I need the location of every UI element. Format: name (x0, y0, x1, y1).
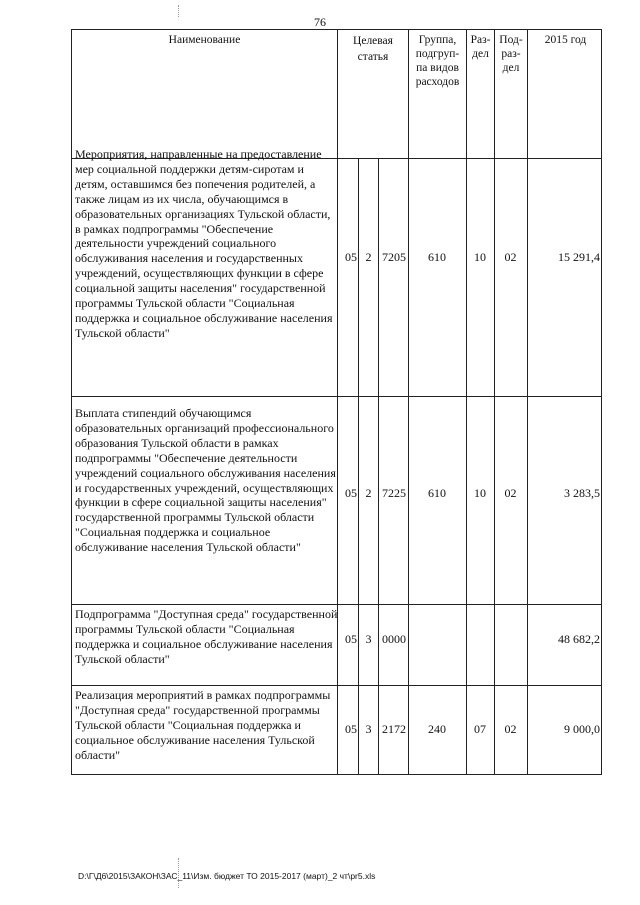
row-amount: 48 682,2 (558, 632, 600, 646)
row-subsection: 02 (504, 722, 517, 736)
col-divider-subsection (527, 30, 528, 774)
row-code-subprogram: 3 (365, 632, 372, 646)
row-section: 10 (474, 486, 486, 500)
row-code-subprogram: 3 (365, 722, 372, 736)
header-target: Целевая статья (353, 35, 393, 63)
header-subsection: Под- раз- дел (499, 34, 523, 74)
row-code-direction: 7205 (382, 250, 406, 264)
row-code-direction: 7225 (382, 486, 406, 500)
row-subsection: 02 (504, 486, 517, 500)
col-divider-target (408, 30, 409, 774)
row-section: 10 (474, 250, 486, 264)
col-divider-group (466, 30, 467, 774)
row-separator-2 (72, 604, 601, 605)
header-year: 2015 год (544, 34, 587, 46)
row-code-program: 05 (345, 722, 357, 736)
row-amount: 9 000,0 (564, 722, 600, 736)
header-group: Группа, подгруп- па видов расходов (415, 34, 460, 88)
row-code-direction: 2172 (382, 722, 406, 736)
row-name: Реализация мероприятий в рамках подпрограммы "Доступная среда" государственной программы Тульской области "Социальная поддержка и социальное обслуживание населения Тульской области" (75, 688, 331, 762)
row-separator-3 (72, 685, 601, 686)
row-code-subprogram: 2 (365, 486, 372, 500)
row-code-subprogram: 2 (365, 250, 372, 264)
header-section: Раз- дел (470, 34, 491, 60)
row-separator-1 (72, 396, 601, 397)
page-number: 76 (314, 15, 326, 29)
budget-table (71, 29, 602, 775)
row-amount: 15 291,4 (558, 250, 600, 264)
row-name: Подпрограмма "Доступная среда" государственной программы Тульской области "Социальная поддержка и социальное обслуживание населения Тульской области" (75, 607, 338, 666)
row-expense-group: 610 (428, 486, 446, 500)
row-code-program: 05 (345, 250, 357, 264)
file-path-footer: D:\Г\Д6\2015\ЗАКОН\ЗАС_11\Изм. бюджет ТО 2015-2017 (март)_2 чт\pr5.xls (78, 871, 376, 881)
row-name: Выплата стипендий обучающимся образовательных организаций профессионального образования Тульской области в рамках подпрограммы "Обеспечение деятельности учреждений социального обслуживания населения и государственных учреждений, осуществляющих функции в сфере социальной защиты населения" государственной программы Тульской области "Социальная поддержка и социальное обслуживание населения Тульской области" (75, 406, 336, 555)
row-expense-group: 610 (428, 250, 446, 264)
row-code-program: 05 (345, 632, 357, 646)
row-name: Мероприятия, направленные на предоставление мер социальной поддержки детям-сиротам и детям, оставшимся без попечения родителей, а также лицам из их числа, обучающимся в образовательных организациях Тульской области, в рамках подпрограммы "Обеспечение деятельности учреждений социального обслуживания населения и государственных учреждений, осуществляющих функции в сфере социальной защиты населения" государственной программы Тульской области "Социальная поддержка и социальное обслуживание населения Тульской области" (75, 147, 333, 340)
margin-tick-top (178, 5, 179, 17)
row-amount: 3 283,5 (564, 486, 600, 500)
col-divider-section (494, 30, 495, 774)
row-code-direction: 0000 (382, 632, 406, 646)
row-code-program: 05 (345, 486, 357, 500)
row-section: 07 (474, 722, 486, 736)
row-subsection: 02 (504, 250, 517, 264)
row-expense-group: 240 (428, 722, 446, 736)
header-name: Наименование (168, 34, 241, 46)
